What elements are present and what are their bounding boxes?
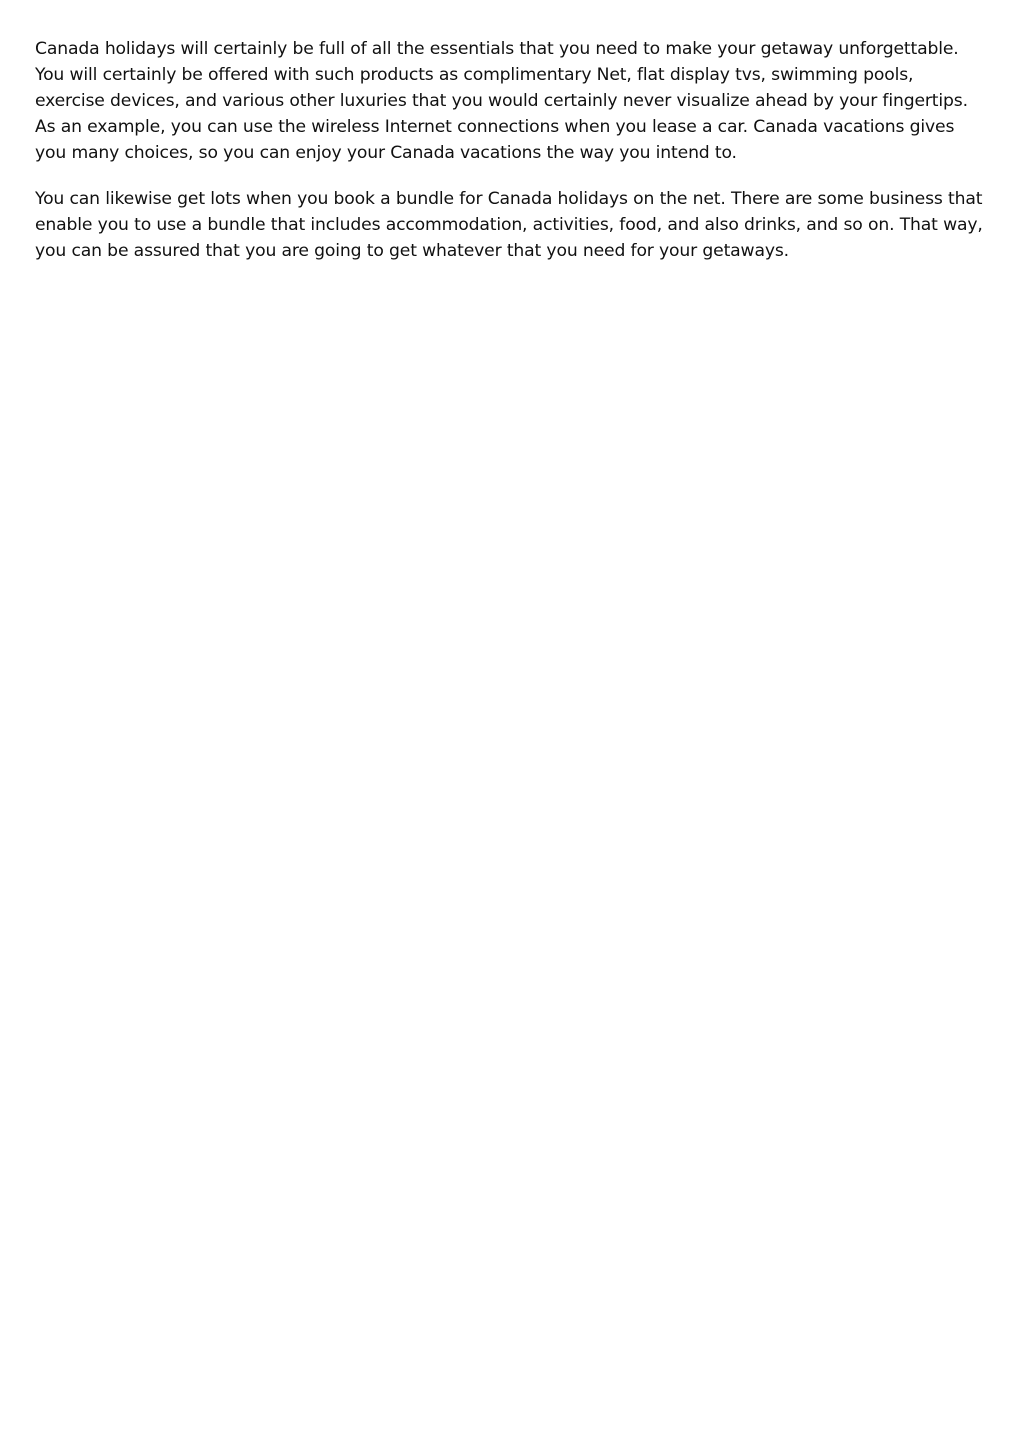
- paragraph-1: Canada holidays will certainly be full of all the essentials that you need to make your getaway unforgettable. You will certainly be offered with such products as complimentary Net, flat display tvs, swimming pools, exercise devices, and various other luxuries that you would certainly never visualize ahead by your fingertips. As an example, you can use the wireless Internet connections when you lease a car. Canada vacations gives you many choices, so you can enjoy your Canada vacations the way you intend to.: [35, 39, 968, 163]
- document-body: [35, 36, 985, 284]
- paragraph-2: You can likewise get lots when you book a bundle for Canada holidays on the net. There are some business that enable you to use a bundle that includes accommodation, activities, food, and also drinks, and so on. That way, you can be assured that you are going to get whatever that you need for your getaways.: [35, 189, 983, 261]
